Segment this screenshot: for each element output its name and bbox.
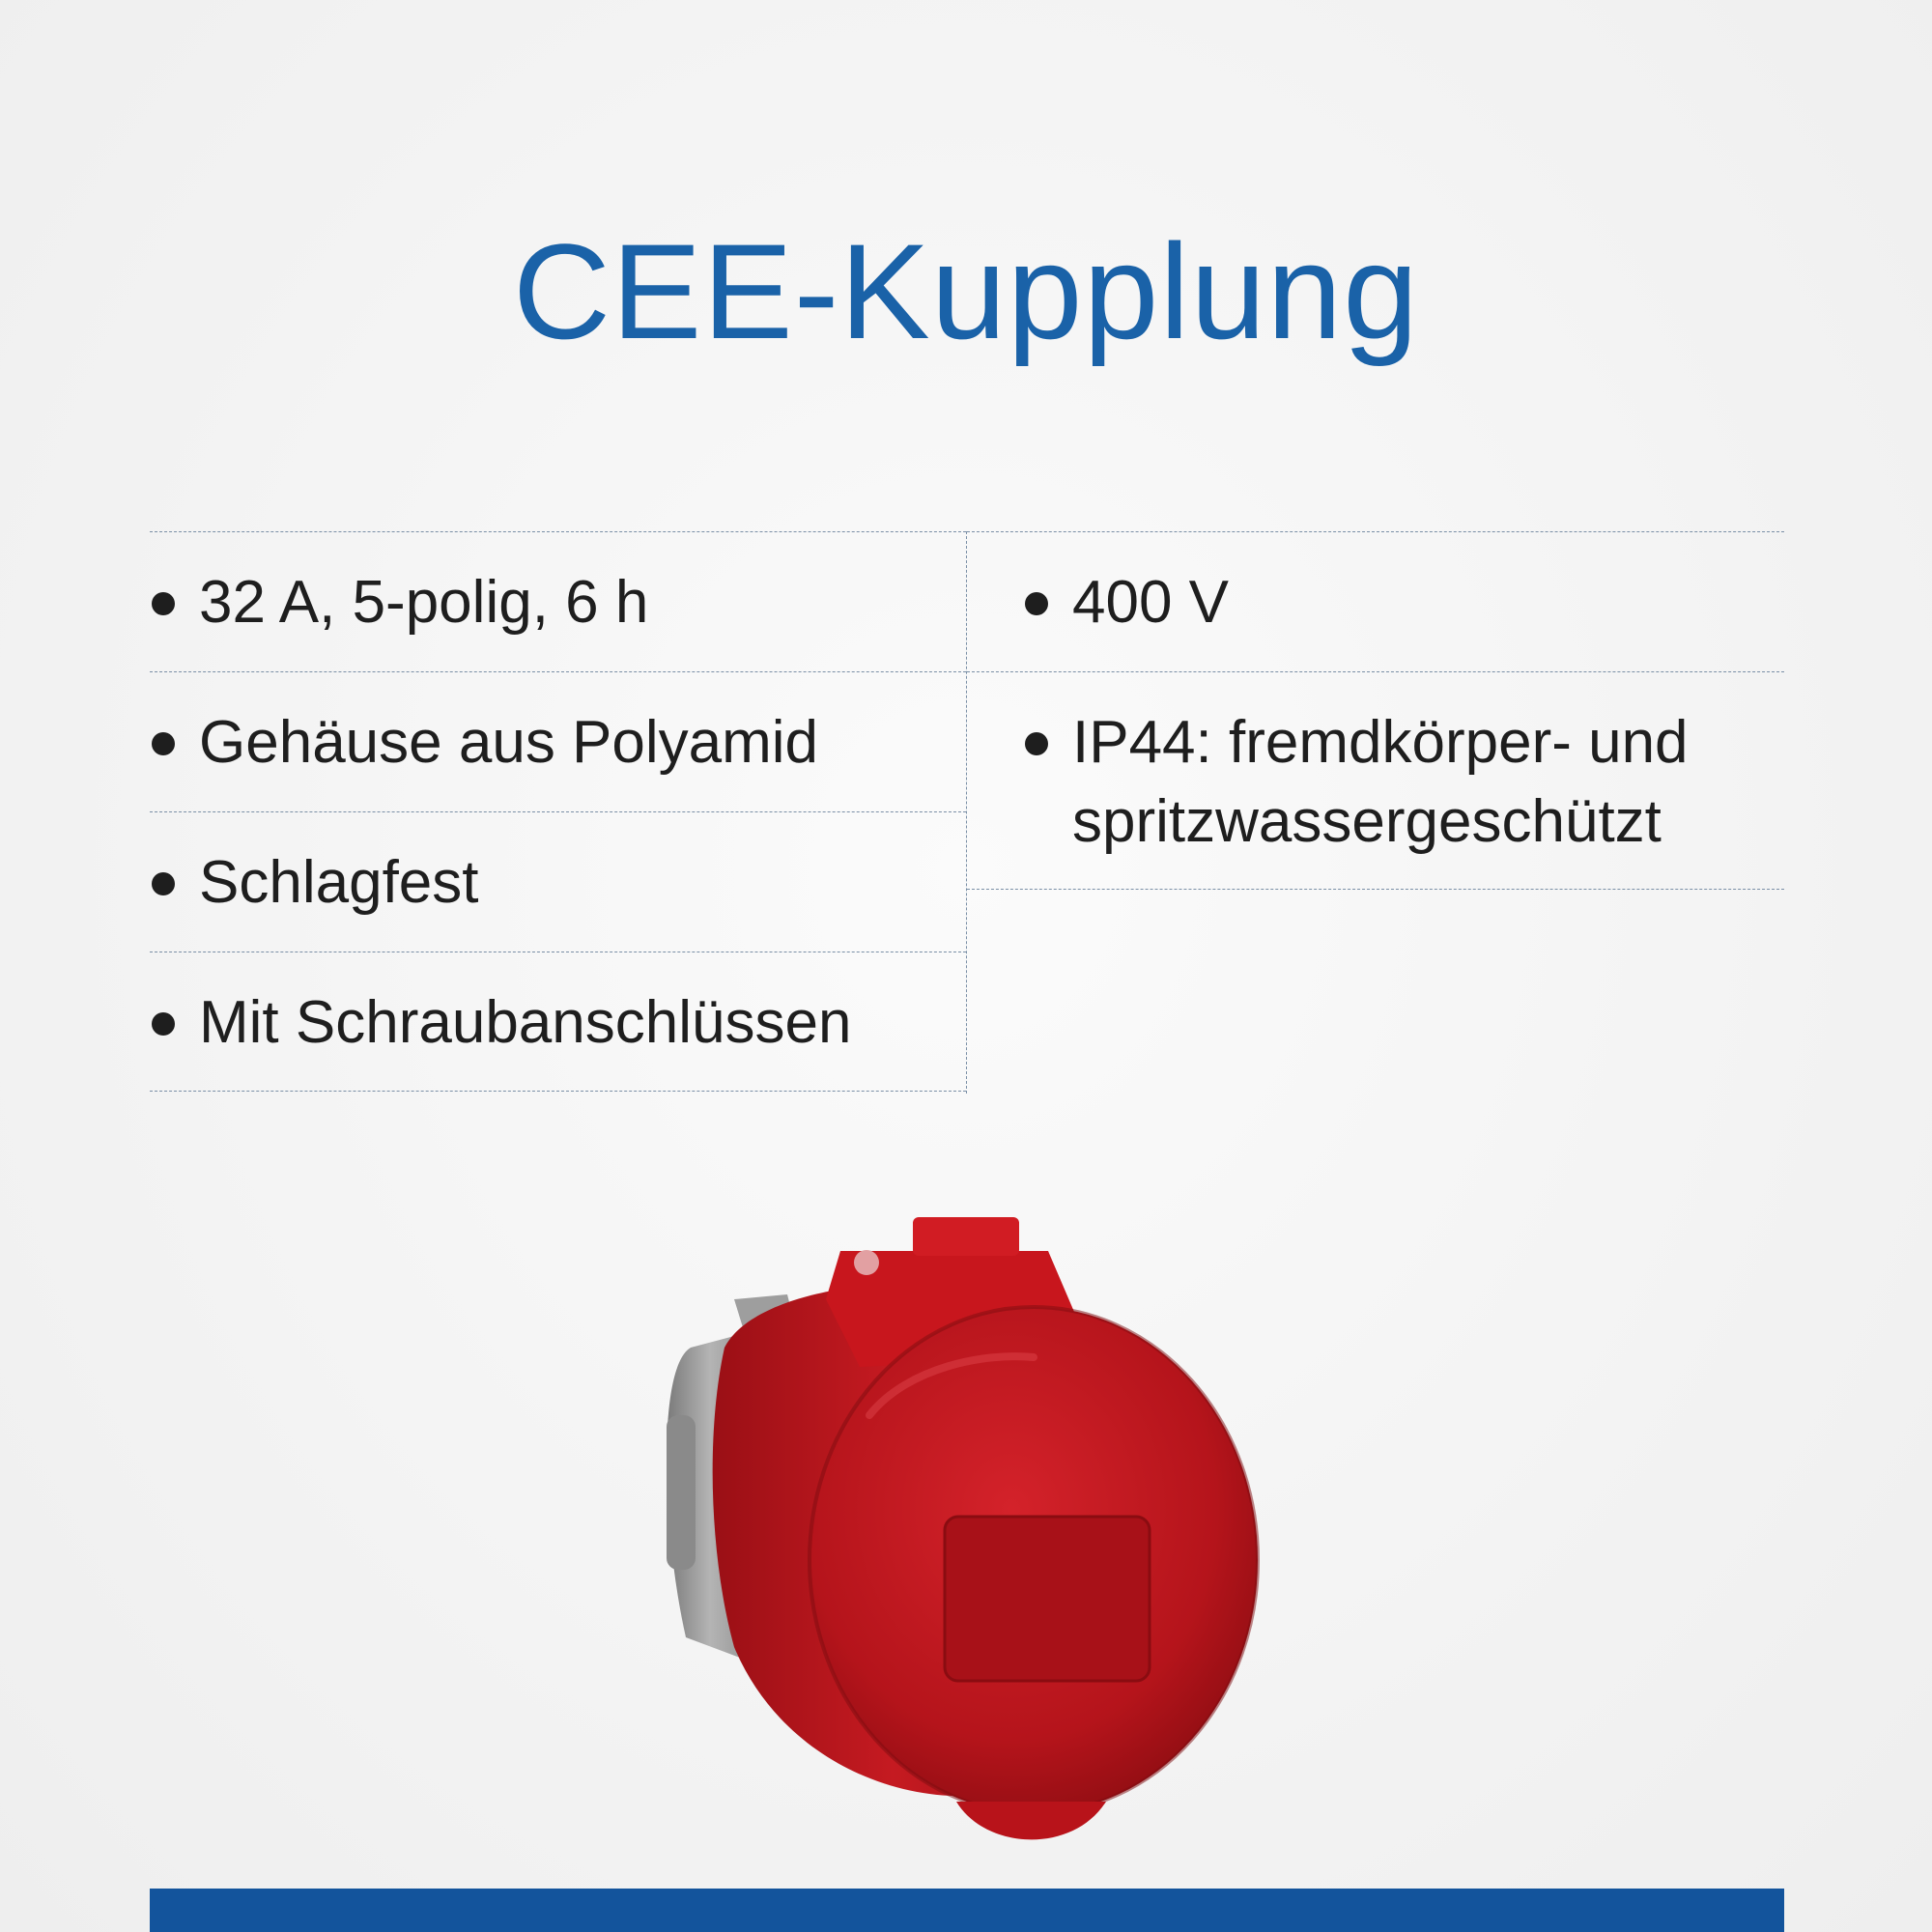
feature-table [150, 531, 1784, 1094]
feature-item [967, 531, 1784, 671]
feature-text: IP44: fremdkörper- und spritzwassergeschützt [1072, 709, 1689, 855]
feature-item [150, 531, 966, 671]
bullet-icon [1025, 592, 1048, 615]
feature-text: Schlagfest [199, 849, 479, 916]
footer-bar [150, 1889, 1784, 1932]
feature-item [150, 671, 966, 811]
feature-text: 32 A, 5-polig, 6 h [199, 569, 649, 636]
page-title: CEE-Kupplung [512, 214, 1420, 367]
bullet-icon [1025, 732, 1048, 755]
feature-column-right [967, 531, 1784, 890]
cee-coupling-socket-icon [618, 1183, 1314, 1860]
feature-item [150, 811, 966, 952]
feature-text: 400 V [1072, 569, 1230, 636]
feature-item [967, 671, 1784, 890]
feature-text: Mit Schraubanschlüssen [199, 989, 852, 1056]
bullet-icon [152, 1012, 175, 1036]
bullet-icon [152, 732, 175, 755]
feature-column-left [150, 531, 967, 1094]
bullet-icon [152, 872, 175, 895]
feature-text: Gehäuse aus Polyamid [199, 709, 819, 776]
feature-item [150, 952, 966, 1092]
bullet-icon [152, 592, 175, 615]
